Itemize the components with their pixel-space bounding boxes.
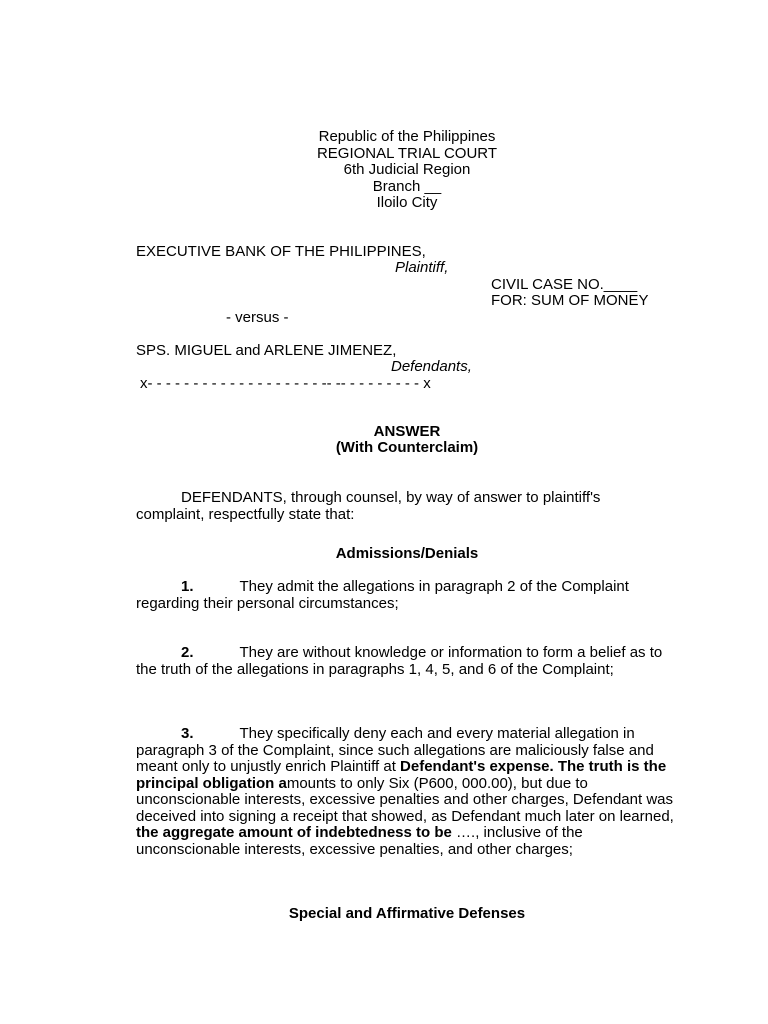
intro-rest: complaint, respectfully state that:: [136, 505, 355, 523]
paragraph-3-text-a: They specifically deny each and every material allegation in paragraph 3 of the Complaint, since such allegations are maliciously false and meant only to unjustly enrich Plaintiff at: [136, 725, 654, 775]
paragraph-2: [136, 645, 676, 678]
paragraph-3: [136, 726, 676, 858]
document-title: ANSWER: [373, 423, 441, 440]
paragraph-2-number: 2.: [181, 644, 194, 661]
header-branch: Branch __: [372, 178, 442, 195]
intro-lead: DEFENDANTS, through counsel, by way of answer to plaintiff's: [181, 489, 601, 506]
caption-divider: x- - - - - - - - - - - - - - - - - - - -- -- - - - - - - - - x: [140, 375, 431, 392]
paragraph-1-number: 1.: [181, 578, 194, 595]
header-court: REGIONAL TRIAL COURT: [316, 145, 498, 162]
paragraph-3-number: 3.: [181, 725, 194, 742]
plaintiff-role: Plaintiff,: [395, 259, 449, 276]
document-subtitle: (With Counterclaim): [335, 439, 479, 456]
defendant-name: SPS. MIGUEL and ARLENE JIMENEZ,: [136, 342, 397, 359]
header-region: 6th Judicial Region: [343, 161, 471, 178]
paragraph-3-bold-b: the aggregate amount of indebtedness to be: [136, 824, 452, 841]
defendant-role: Defendants,: [391, 358, 472, 375]
paragraph-3-text-c: …., inclusive of the unconscionable interests, excessive penalties, and other charges;: [136, 824, 583, 858]
case-number: CIVIL CASE NO.____: [491, 276, 638, 293]
header-city: Iloilo City: [376, 194, 438, 211]
intro-paragraph: [136, 490, 676, 523]
plaintiff-name: EXECUTIVE BANK OF THE PHILIPPINES,: [136, 243, 426, 260]
section-heading-admissions: Admissions/Denials: [335, 545, 479, 562]
paragraph-2-text: They are without knowledge or information to form a belief as to the truth of the allegations in paragraphs 1, 4, 5, and 6 of the Complaint;: [136, 644, 663, 678]
header-republic: Republic of the Philippines: [318, 128, 496, 145]
paragraph-3-bold-a: Defendant's expense. The truth is the principal obligation a: [136, 758, 667, 792]
paragraph-1-text: They admit the allegations in paragraph 2 of the Complaint regarding their personal circumstances;: [136, 578, 629, 612]
case-nature: FOR: SUM OF MONEY: [491, 292, 649, 309]
versus-label: - versus -: [226, 309, 289, 326]
section-heading-defenses: Special and Affirmative Defenses: [288, 905, 526, 922]
paragraph-1: [136, 579, 676, 612]
paragraph-3-text-b: mounts to only Six (P600, 000.00), but due to unconscionable interests, excessive penalties and other charges, Defendant was deceived into signing a receipt that showed, as Defendant much later on learned,: [136, 774, 674, 825]
